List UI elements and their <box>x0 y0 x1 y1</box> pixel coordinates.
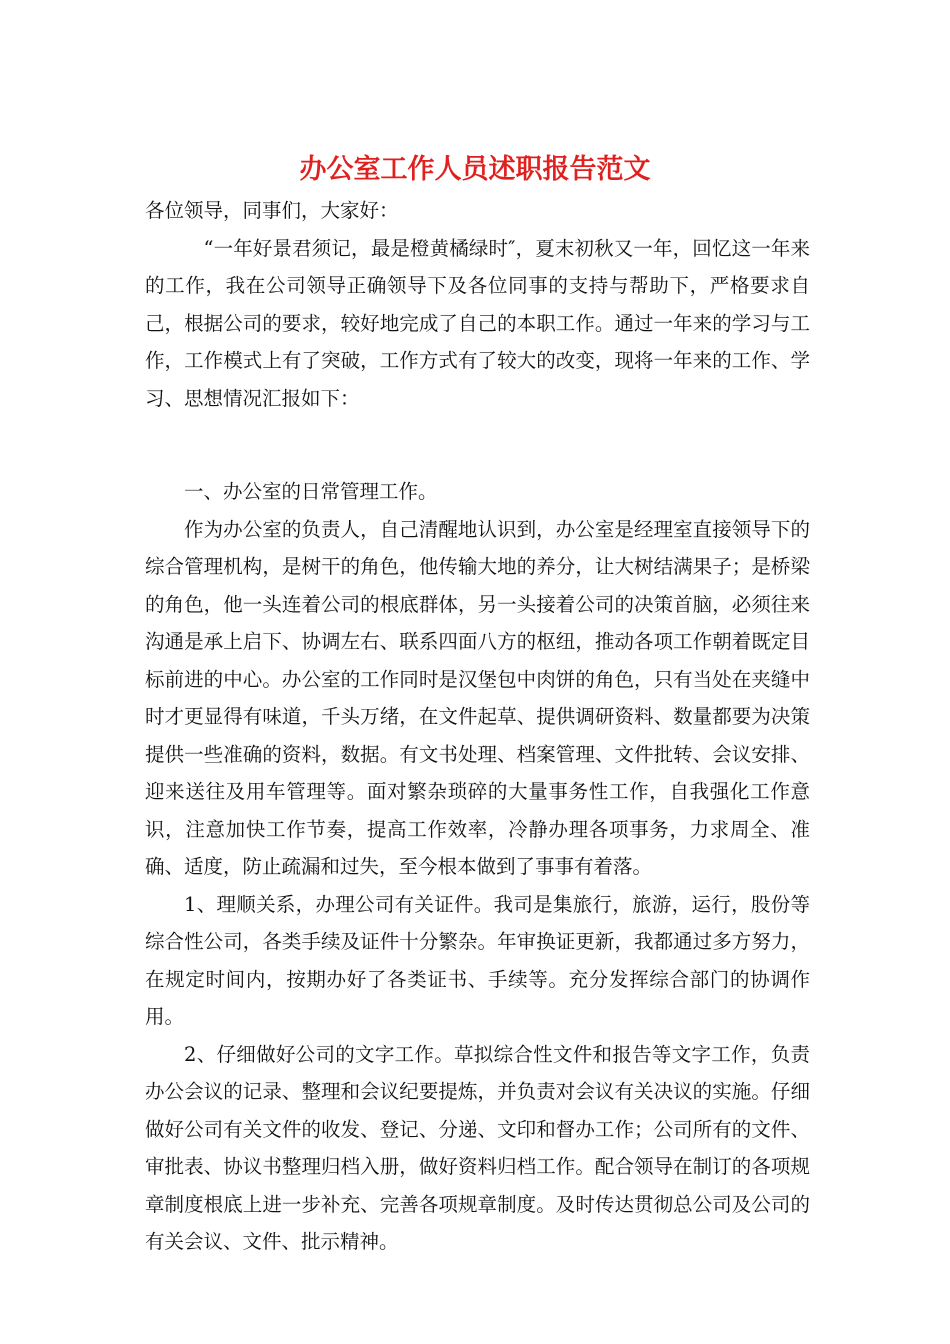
intro-paragraph: “一年好景君须记，最是橙黄橘绿时″，夏末初秋又一年，回忆这一年来的工作，我在公司领导正确领导下及各位同事的支持与帮助下，严格要求自己，根据公司的要求，较好地完成了自己的本职工作。通过一年来的学习与工作，工作模式上有了突破，工作方式有了较大的改变，现将一年来的工作、学习、思想情况汇报如下： <box>145 236 810 410</box>
document-title: 办公室工作人员述职报告范文 <box>299 154 651 185</box>
section-heading: 一、办公室的日常管理工作。 <box>184 480 438 503</box>
list-item: 2、仔细做好公司的文字工作。草拟综合性文件和报告等文字工作，负责办公会议的记录、整理和会议纪要提炼，并负责对会议有关决议的实施。仔细做好公司有关文件的收发、登记、分递、文印和督办工作；公司所有的文件、审批表、协议书整理归档入册，做好资料归档工作。配合领导在制订的各项规章制度根底上进一步补充、完善各项规章制度。及时传达贯彻总公司及公司的有关会议、文件、批示精神。 <box>145 1042 810 1253</box>
paragraph-gap <box>145 417 810 473</box>
greeting: 各位领导，同事们，大家好： <box>145 199 399 222</box>
section-paragraph: 作为办公室的负责人，自己清醒地认识到，办公室是经理室直接领导下的综合管理机构，是树干的角色，他传输大地的养分，让大树结满果子；是桥梁的角色，他一头连着公司的根底群体，另一头接着公司的决策首脑，必须往来沟通是承上启下、协调左右、联系四面八方的枢纽，推动各项工作朝着既定目标前进的中心。办公室的工作同时是汉堡包中肉饼的角色，只有当处在夹缝中时才更显得有味道，千头万绪，在文件起草、提供调研资料、数量都要为决策提供一些准确的资料，数据。有文书处理、档案管理、文件批转、会议安排、迎来送往及用车管理等。面对繁杂琐碎的大量事务性工作，自我强化工作意识，注意加快工作节奏，提高工作效率，冷静办理各项事务，力求周全、准确、适度，防止疏漏和过失，至今根本做到了事事有着落。 <box>145 517 810 878</box>
document-body <box>145 192 810 1261</box>
list-item: 1、理顺关系，办理公司有关证件。我司是集旅行，旅游，运行，股份等综合性公司，各类手续及证件十分繁杂。年审换证更新，我都通过多方努力，在规定时间内，按期办好了各类证书、手续等。充分发挥综合部门的协调作用。 <box>145 892 810 1028</box>
